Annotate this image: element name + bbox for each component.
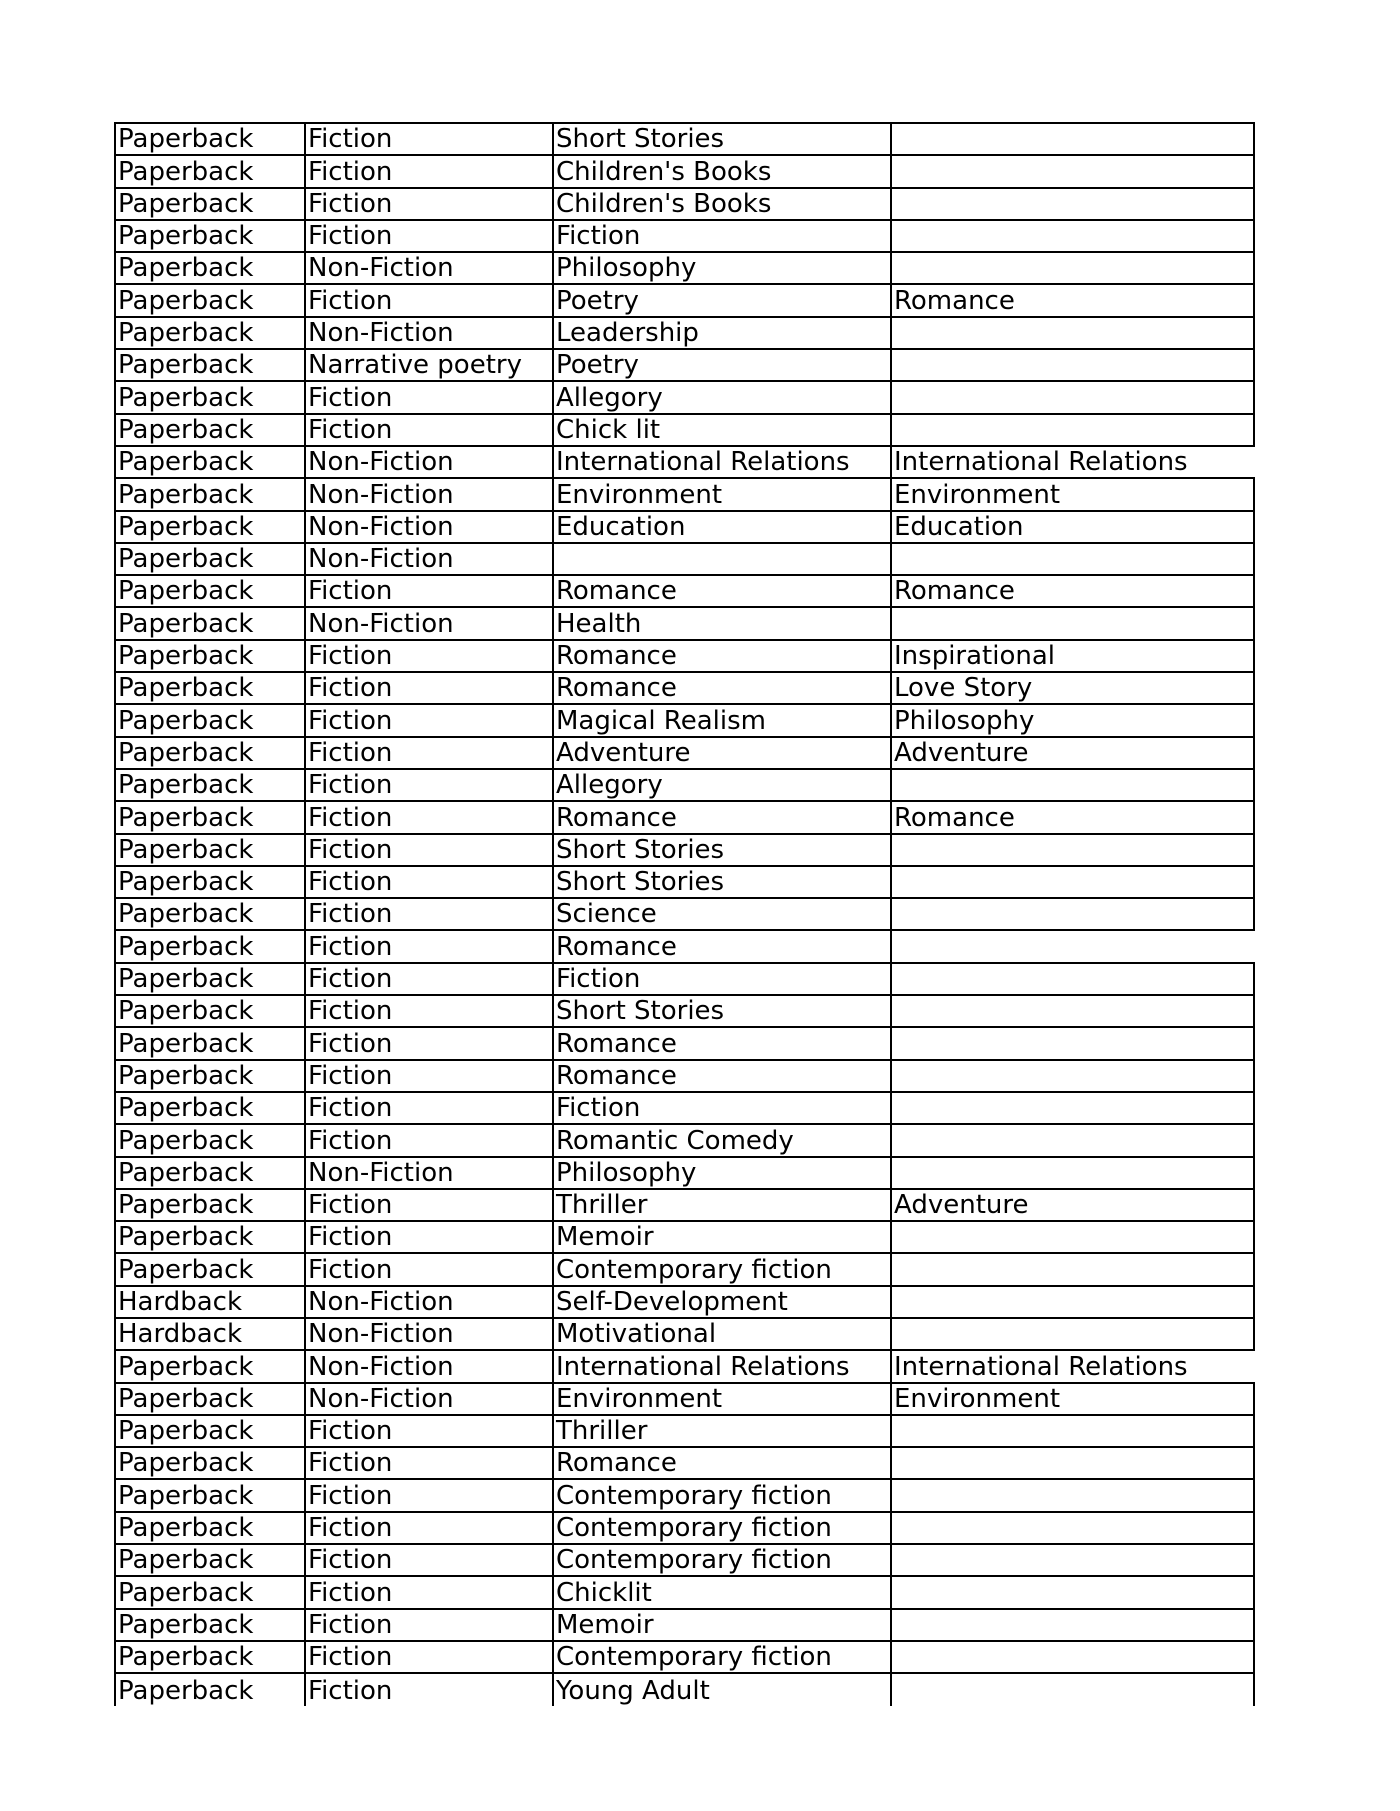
genre-cell: Fiction: [553, 1092, 891, 1124]
subgenre-cell: Adventure: [891, 737, 1254, 769]
format-cell: Hardback: [115, 1286, 305, 1318]
table-row: [115, 1350, 1254, 1382]
table-row: [115, 478, 1254, 510]
category-cell: Fiction: [305, 188, 553, 220]
format-cell: Paperback: [115, 317, 305, 349]
category-cell: Fiction: [305, 1253, 553, 1285]
format-cell: Paperback: [115, 1092, 305, 1124]
category-cell: Fiction: [305, 866, 553, 898]
subgenre-cell: Environment: [891, 1383, 1254, 1415]
category-cell: Fiction: [305, 284, 553, 316]
genre-cell: Memoir: [553, 1609, 891, 1641]
table-row: [115, 349, 1254, 381]
table-row: [115, 575, 1254, 607]
genre-cell: Contemporary fiction: [553, 1479, 891, 1511]
subgenre-cell: [891, 188, 1254, 220]
table-row: [115, 898, 1254, 930]
category-cell: Fiction: [305, 1447, 553, 1479]
table-row: [115, 1673, 1254, 1705]
table-row: [115, 1318, 1254, 1350]
subgenre-cell: Romance: [891, 801, 1254, 833]
format-cell: Paperback: [115, 188, 305, 220]
category-cell: Fiction: [305, 575, 553, 607]
genre-cell: Health: [553, 607, 891, 639]
subgenre-cell: [891, 1576, 1254, 1608]
table-row: [115, 414, 1254, 446]
format-cell: Paperback: [115, 1157, 305, 1189]
category-cell: Fiction: [305, 963, 553, 995]
category-cell: Fiction: [305, 1092, 553, 1124]
subgenre-cell: [891, 1124, 1254, 1156]
category-cell: Fiction: [305, 1609, 553, 1641]
genre-cell: Romance: [553, 1060, 891, 1092]
category-cell: Fiction: [305, 898, 553, 930]
genre-cell: Magical Realism: [553, 704, 891, 736]
category-cell: Non-Fiction: [305, 1318, 553, 1350]
category-cell: Fiction: [305, 704, 553, 736]
category-cell: Non-Fiction: [305, 252, 553, 284]
subgenre-cell: [891, 898, 1254, 930]
genre-cell: Contemporary fiction: [553, 1641, 891, 1673]
format-cell: Paperback: [115, 834, 305, 866]
genre-cell: Contemporary fiction: [553, 1253, 891, 1285]
genre-cell: Poetry: [553, 284, 891, 316]
subgenre-cell: [891, 1609, 1254, 1641]
category-cell: Non-Fiction: [305, 478, 553, 510]
genre-cell: Romance: [553, 801, 891, 833]
table-row: [115, 866, 1254, 898]
table-row: [115, 123, 1254, 155]
table-row: [115, 155, 1254, 187]
table-row: [115, 381, 1254, 413]
genre-cell: Memoir: [553, 1221, 891, 1253]
subgenre-cell: Education: [891, 511, 1254, 543]
subgenre-cell: [891, 1221, 1254, 1253]
table-row: [115, 1544, 1254, 1576]
category-cell: Fiction: [305, 930, 553, 962]
genre-cell: Romance: [553, 1447, 891, 1479]
table-row: [115, 607, 1254, 639]
subgenre-cell: [891, 155, 1254, 187]
genre-cell: Romance: [553, 575, 891, 607]
genre-cell: Young Adult: [553, 1673, 891, 1705]
format-cell: Paperback: [115, 1673, 305, 1705]
subgenre-cell: [891, 769, 1254, 801]
genre-cell: Chicklit: [553, 1576, 891, 1608]
category-cell: Fiction: [305, 801, 553, 833]
genre-cell: Education: [553, 511, 891, 543]
table-row: [115, 640, 1254, 672]
category-cell: Fiction: [305, 220, 553, 252]
table-row: [115, 220, 1254, 252]
format-cell: Paperback: [115, 1383, 305, 1415]
category-cell: Non-Fiction: [305, 1286, 553, 1318]
genre-cell: Fiction: [553, 963, 891, 995]
genre-cell: Romance: [553, 930, 891, 962]
table-row: [115, 188, 1254, 220]
table-row: [115, 284, 1254, 316]
genre-cell: Short Stories: [553, 834, 891, 866]
category-cell: Non-Fiction: [305, 1157, 553, 1189]
format-cell: Paperback: [115, 866, 305, 898]
category-cell: Non-Fiction: [305, 446, 553, 478]
subgenre-cell: International Relations: [891, 1350, 1254, 1382]
genre-cell: Environment: [553, 478, 891, 510]
table-row: [115, 1609, 1254, 1641]
subgenre-cell: [891, 1027, 1254, 1059]
genre-cell: Short Stories: [553, 866, 891, 898]
genre-cell: Romantic Comedy: [553, 1124, 891, 1156]
category-cell: Fiction: [305, 737, 553, 769]
subgenre-cell: [891, 1447, 1254, 1479]
format-cell: Hardback: [115, 1318, 305, 1350]
category-cell: Fiction: [305, 1512, 553, 1544]
table-row: [115, 801, 1254, 833]
format-cell: Paperback: [115, 543, 305, 575]
format-cell: Paperback: [115, 898, 305, 930]
genre-cell: Contemporary fiction: [553, 1512, 891, 1544]
format-cell: Paperback: [115, 1479, 305, 1511]
format-cell: Paperback: [115, 704, 305, 736]
subgenre-cell: [891, 1544, 1254, 1576]
category-cell: Fiction: [305, 414, 553, 446]
genre-cell: Children's Books: [553, 155, 891, 187]
category-cell: Fiction: [305, 1673, 553, 1705]
category-cell: Fiction: [305, 1544, 553, 1576]
format-cell: Paperback: [115, 1512, 305, 1544]
subgenre-cell: [891, 1479, 1254, 1511]
subgenre-cell: [891, 414, 1254, 446]
format-cell: Paperback: [115, 575, 305, 607]
genre-cell: Science: [553, 898, 891, 930]
category-cell: Fiction: [305, 1124, 553, 1156]
genre-cell: Allegory: [553, 381, 891, 413]
format-cell: Paperback: [115, 1576, 305, 1608]
format-cell: Paperback: [115, 414, 305, 446]
subgenre-cell: Inspirational: [891, 640, 1254, 672]
table-row: [115, 1479, 1254, 1511]
subgenre-cell: [891, 995, 1254, 1027]
format-cell: Paperback: [115, 220, 305, 252]
subgenre-cell: International Relations: [891, 446, 1254, 478]
genre-cell: Self-Development: [553, 1286, 891, 1318]
table-row: [115, 995, 1254, 1027]
format-cell: Paperback: [115, 511, 305, 543]
format-cell: Paperback: [115, 769, 305, 801]
genre-cell: Allegory: [553, 769, 891, 801]
subgenre-cell: [891, 252, 1254, 284]
genre-cell: Chick lit: [553, 414, 891, 446]
category-cell: Fiction: [305, 640, 553, 672]
format-cell: Paperback: [115, 155, 305, 187]
format-cell: Paperback: [115, 1189, 305, 1221]
format-cell: Paperback: [115, 252, 305, 284]
table-row: [115, 963, 1254, 995]
subgenre-cell: [891, 1512, 1254, 1544]
format-cell: Paperback: [115, 801, 305, 833]
subgenre-cell: [891, 543, 1254, 575]
table-row: [115, 317, 1254, 349]
subgenre-cell: [891, 123, 1254, 155]
format-cell: Paperback: [115, 446, 305, 478]
category-cell: Non-Fiction: [305, 543, 553, 575]
table-row: [115, 1124, 1254, 1156]
category-cell: Fiction: [305, 1027, 553, 1059]
category-cell: Fiction: [305, 769, 553, 801]
genre-cell: Romance: [553, 672, 891, 704]
format-cell: Paperback: [115, 1027, 305, 1059]
format-cell: Paperback: [115, 1609, 305, 1641]
genre-cell: Thriller: [553, 1415, 891, 1447]
format-cell: Paperback: [115, 1415, 305, 1447]
category-cell: Fiction: [305, 1189, 553, 1221]
subgenre-cell: Philosophy: [891, 704, 1254, 736]
book-table: [114, 122, 1255, 1706]
table-row: [115, 1447, 1254, 1479]
genre-cell: Adventure: [553, 737, 891, 769]
format-cell: Paperback: [115, 737, 305, 769]
format-cell: Paperback: [115, 381, 305, 413]
subgenre-cell: [891, 1673, 1254, 1705]
format-cell: Paperback: [115, 640, 305, 672]
format-cell: Paperback: [115, 284, 305, 316]
subgenre-cell: [891, 1157, 1254, 1189]
format-cell: Paperback: [115, 1544, 305, 1576]
genre-cell: Fiction: [553, 220, 891, 252]
table-row: [115, 543, 1254, 575]
subgenre-cell: [891, 1641, 1254, 1673]
table-row: [115, 834, 1254, 866]
genre-cell: Short Stories: [553, 995, 891, 1027]
table-row: [115, 769, 1254, 801]
format-cell: Paperback: [115, 1350, 305, 1382]
subgenre-cell: [891, 1060, 1254, 1092]
category-cell: Fiction: [305, 1221, 553, 1253]
subgenre-cell: [891, 866, 1254, 898]
category-cell: Fiction: [305, 834, 553, 866]
category-cell: Fiction: [305, 672, 553, 704]
table-row: [115, 1253, 1254, 1285]
subgenre-cell: [891, 963, 1254, 995]
genre-cell: Philosophy: [553, 252, 891, 284]
format-cell: Paperback: [115, 123, 305, 155]
format-cell: Paperback: [115, 607, 305, 639]
format-cell: Paperback: [115, 1124, 305, 1156]
table-row: [115, 1383, 1254, 1415]
table-row: [115, 704, 1254, 736]
subgenre-cell: [891, 834, 1254, 866]
table-row: [115, 1576, 1254, 1608]
book-table-body: [115, 123, 1254, 1706]
genre-cell: Philosophy: [553, 1157, 891, 1189]
format-cell: Paperback: [115, 1253, 305, 1285]
table-row: [115, 511, 1254, 543]
genre-cell: Short Stories: [553, 123, 891, 155]
subgenre-cell: [891, 220, 1254, 252]
genre-cell: Romance: [553, 1027, 891, 1059]
category-cell: Fiction: [305, 1576, 553, 1608]
subgenre-cell: Love Story: [891, 672, 1254, 704]
table-row: [115, 252, 1254, 284]
table-row: [115, 1415, 1254, 1447]
genre-cell: Thriller: [553, 1189, 891, 1221]
table-row: [115, 1060, 1254, 1092]
subgenre-cell: [891, 1415, 1254, 1447]
table-row: [115, 1641, 1254, 1673]
table-row: [115, 1189, 1254, 1221]
category-cell: Non-Fiction: [305, 317, 553, 349]
genre-cell: Environment: [553, 1383, 891, 1415]
subgenre-cell: [891, 381, 1254, 413]
table-row: [115, 1286, 1254, 1318]
category-cell: Fiction: [305, 1479, 553, 1511]
format-cell: Paperback: [115, 1641, 305, 1673]
category-cell: Non-Fiction: [305, 1383, 553, 1415]
subgenre-cell: [891, 607, 1254, 639]
subgenre-cell: [891, 1253, 1254, 1285]
format-cell: Paperback: [115, 963, 305, 995]
table-row: [115, 1512, 1254, 1544]
category-cell: Fiction: [305, 1415, 553, 1447]
subgenre-cell: [891, 930, 1254, 962]
format-cell: Paperback: [115, 1447, 305, 1479]
category-cell: Non-Fiction: [305, 607, 553, 639]
genre-cell: Romance: [553, 640, 891, 672]
genre-cell: Leadership: [553, 317, 891, 349]
table-row: [115, 1221, 1254, 1253]
table-row: [115, 1027, 1254, 1059]
category-cell: Non-Fiction: [305, 1350, 553, 1382]
genre-cell: Motivational: [553, 1318, 891, 1350]
subgenre-cell: [891, 317, 1254, 349]
category-cell: Non-Fiction: [305, 511, 553, 543]
format-cell: Paperback: [115, 1221, 305, 1253]
format-cell: Paperback: [115, 478, 305, 510]
format-cell: Paperback: [115, 349, 305, 381]
category-cell: Narrative poetry: [305, 349, 553, 381]
subgenre-cell: Environment: [891, 478, 1254, 510]
subgenre-cell: Romance: [891, 284, 1254, 316]
genre-cell: International Relations: [553, 446, 891, 478]
format-cell: Paperback: [115, 995, 305, 1027]
genre-cell: Children's Books: [553, 188, 891, 220]
genre-cell: Poetry: [553, 349, 891, 381]
table-row: [115, 1092, 1254, 1124]
table-row: [115, 672, 1254, 704]
category-cell: Fiction: [305, 1060, 553, 1092]
format-cell: Paperback: [115, 1060, 305, 1092]
subgenre-cell: Romance: [891, 575, 1254, 607]
table-row: [115, 737, 1254, 769]
genre-cell: International Relations: [553, 1350, 891, 1382]
table-row: [115, 1157, 1254, 1189]
subgenre-cell: [891, 1286, 1254, 1318]
format-cell: Paperback: [115, 672, 305, 704]
category-cell: Fiction: [305, 123, 553, 155]
format-cell: Paperback: [115, 930, 305, 962]
subgenre-cell: [891, 1318, 1254, 1350]
genre-cell: [553, 543, 891, 575]
subgenre-cell: [891, 349, 1254, 381]
category-cell: Fiction: [305, 155, 553, 187]
category-cell: Fiction: [305, 1641, 553, 1673]
subgenre-cell: Adventure: [891, 1189, 1254, 1221]
genre-cell: Contemporary fiction: [553, 1544, 891, 1576]
category-cell: Fiction: [305, 995, 553, 1027]
table-row: [115, 446, 1254, 478]
category-cell: Fiction: [305, 381, 553, 413]
subgenre-cell: [891, 1092, 1254, 1124]
table-row: [115, 930, 1254, 962]
